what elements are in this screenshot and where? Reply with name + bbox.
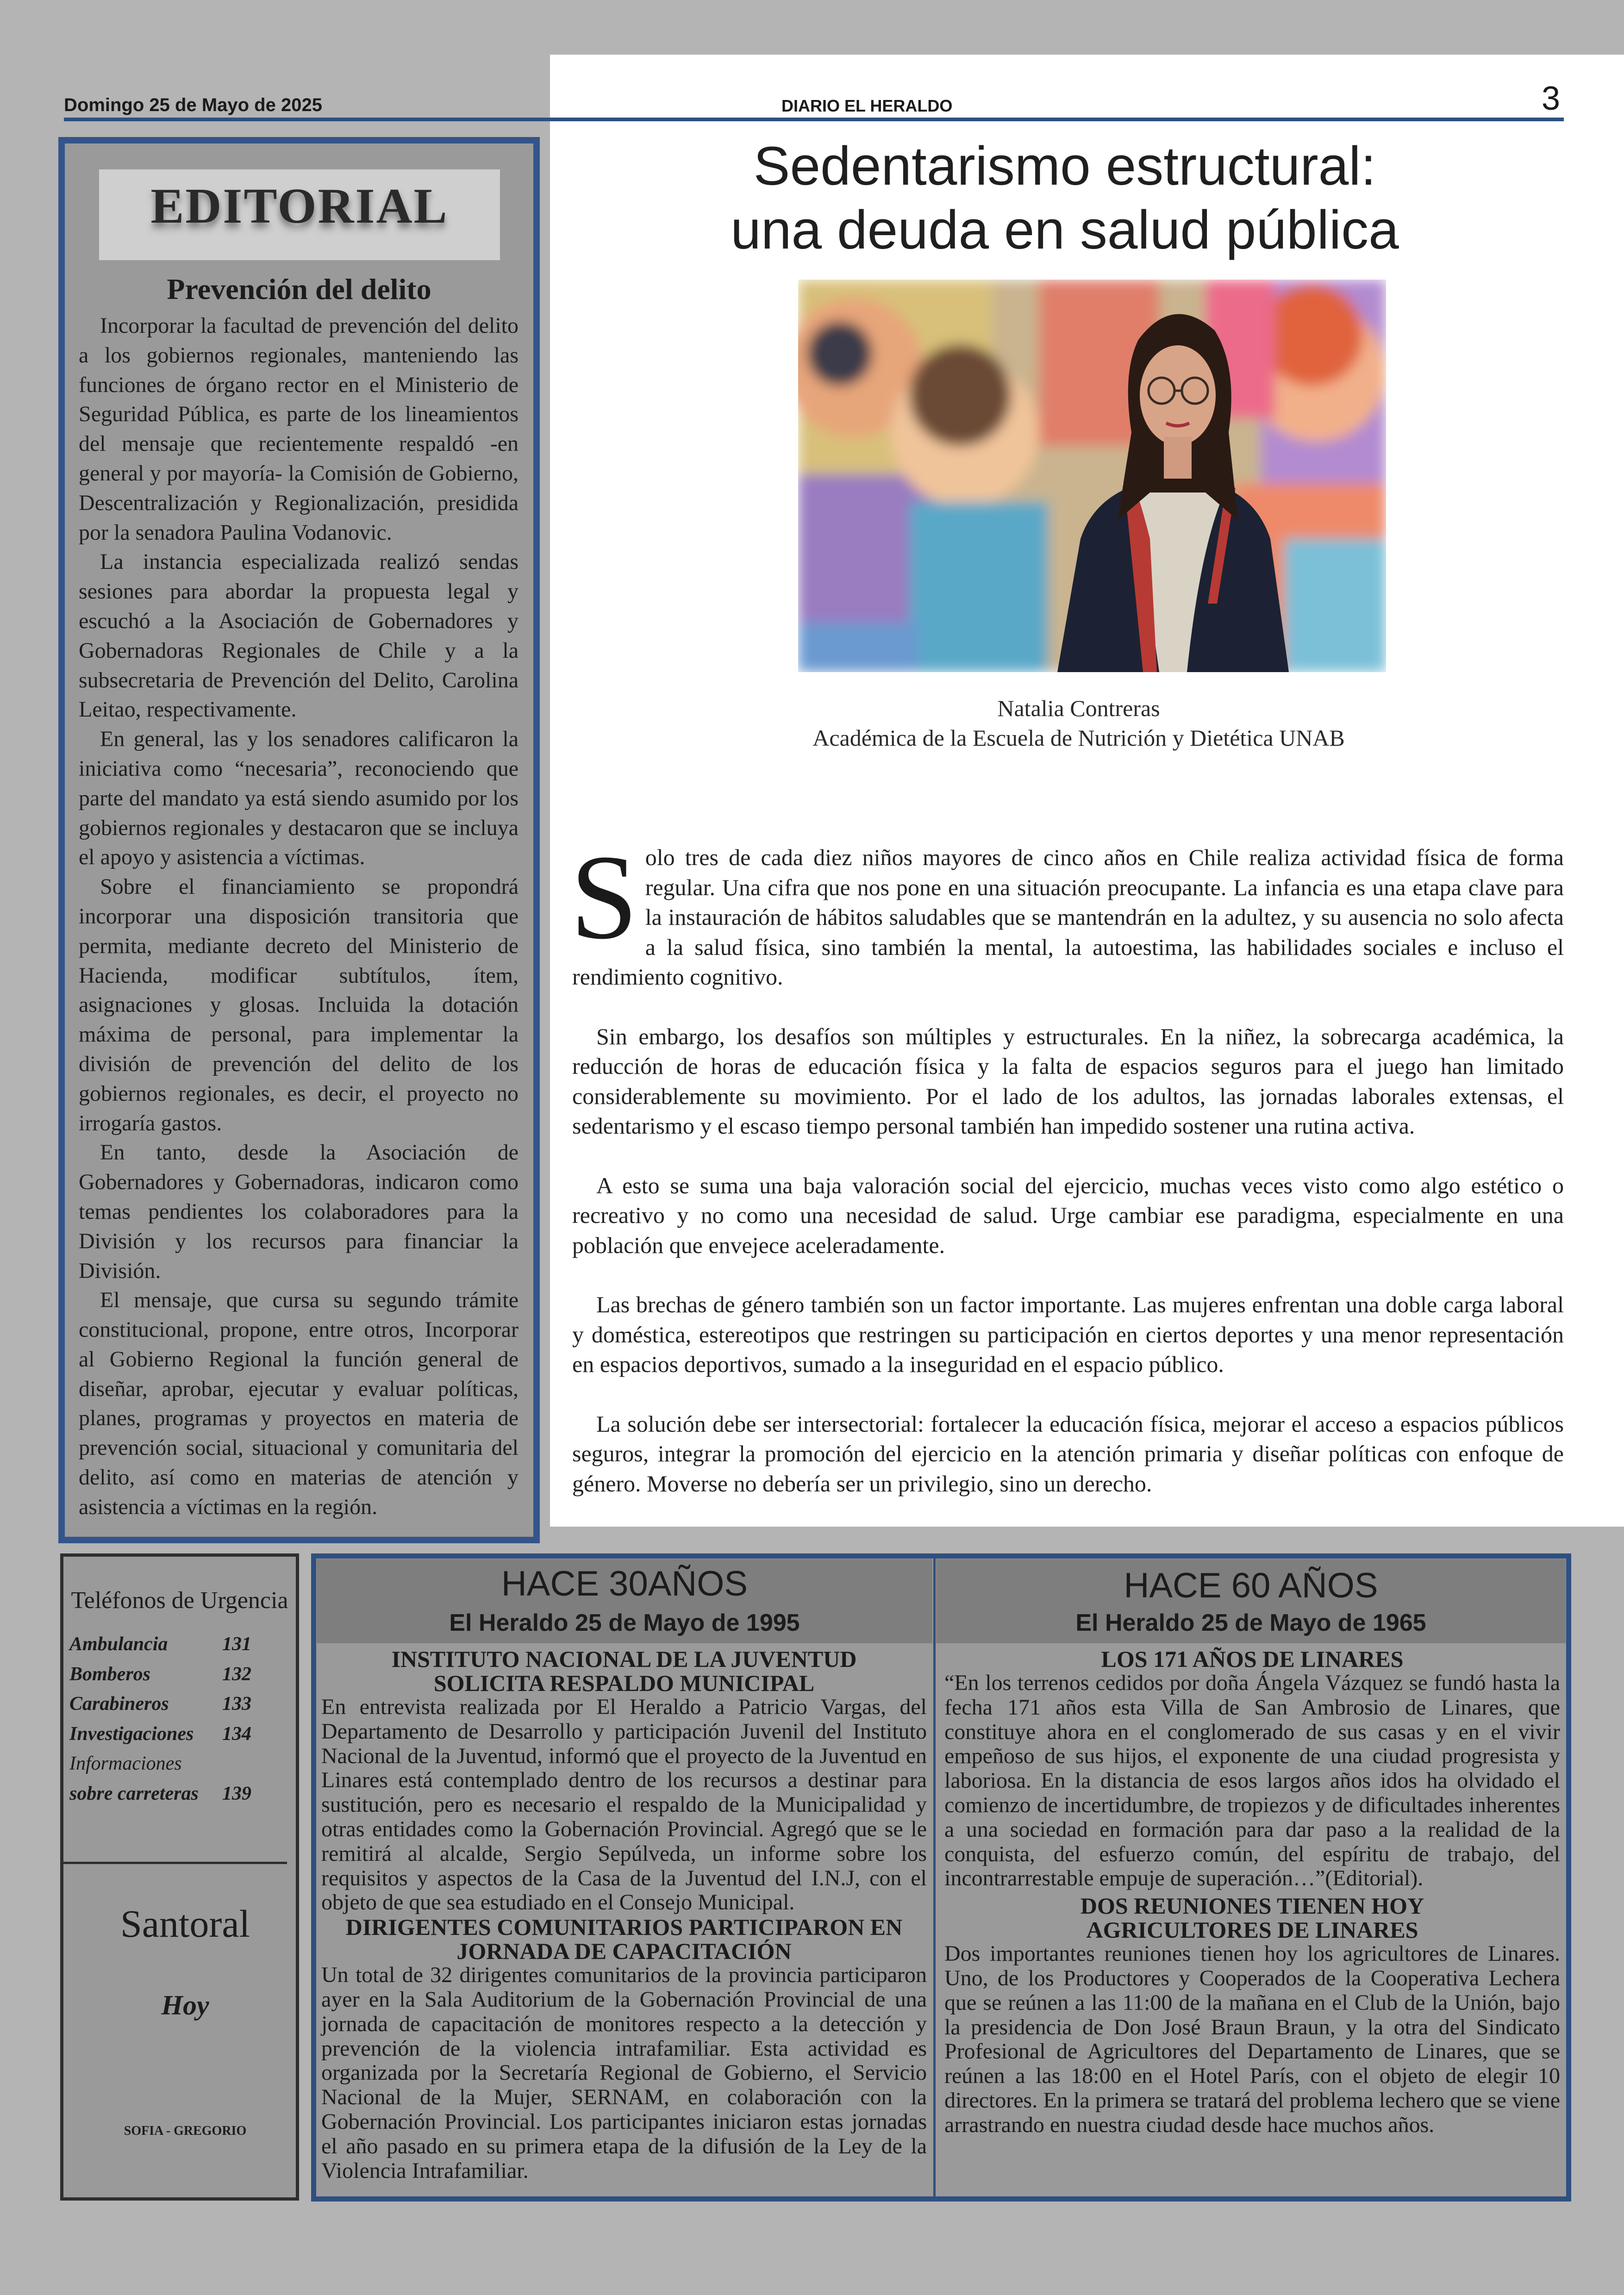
phone-number: 139 (222, 1783, 251, 1804)
hace-column-divider (933, 1557, 936, 2198)
hace30-subtitle: El Heraldo 25 de Mayo de 1995 (449, 1609, 800, 1636)
author-photo (798, 280, 1386, 672)
editorial-paragraph: En general, las y los senadores calificaron la iniciativa como “necesaria”, reconociendo que parte del mandato ya está siendo asumido por los gobiernos regionales y destacaron que se incluya el apoyo y asistencia a víctimas. (79, 727, 518, 870)
hace30-story1-headline (321, 1647, 927, 1695)
phone-entry (69, 1659, 292, 1690)
phone-service: Carabineros (69, 1693, 169, 1715)
hace60-story2-body: Dos importantes reuniones tienen hoy los agricultores de Linares. Uno, de los Productores y Cooperados de la Cooperativa Lechera que se reúnen a las 11:00 de la mañana en el Club de la Unión, bajo la presidencia de Don José Braun Braun, y la otra del Sindicato Profesional de Agricultores del Departamento de Linares, que se reúnen a las 18:00 en el Hotel París, con el objeto de elegir 10 directores. En la primera se tratará del problema lechero que se viene arrastrando en nuestra ciudad desde hace muchos años. (944, 1941, 1560, 2137)
phone-number: 132 (222, 1663, 251, 1685)
phone-service: Investigaciones (69, 1723, 194, 1745)
phone-info-label: Informaciones (69, 1753, 182, 1774)
article-title-line: Sedentarismo estructural: (753, 136, 1376, 197)
phone-number: 134 (222, 1723, 251, 1745)
header-rule (64, 118, 1564, 121)
santoral-hoy: Hoy (161, 1990, 209, 2021)
side-divider (60, 1862, 287, 1864)
hace30-story2-headline (321, 1915, 927, 1963)
headline-line: SOLICITA RESPALDO MUNICIPAL (433, 1670, 815, 1696)
phones-list (69, 1629, 292, 1809)
headline-line: DOS REUNIONES TIENEN HOY (1080, 1893, 1424, 1919)
header-date: Domingo 25 de Mayo de 2025 (64, 95, 322, 115)
article-paragraph: La solución debe ser intersectorial: fortalecer la educación física, mejorar el acceso a espacios públicos seguros, integrar la promoción del ejercicio en la atención primaria y diseñar políticas con enfoque de género. Moverse no debería ser un privilegio, sino un derecho. (572, 1410, 1564, 1497)
phone-service: sobre carreteras (69, 1783, 199, 1804)
phone-entry-info (69, 1749, 292, 1779)
headline-line: DIRIGENTES COMUNITARIOS PARTICIPARON EN (345, 1914, 903, 1940)
article-paragraph (570, 830, 1564, 992)
article-paragraph: Sin embargo, los desafíos son múltiples y estructurales. En la niñez, la sobrecarga académica, la reducción de horas de educación física y la falta de espacios seguros para el juego han limitado considerablemente su movimiento. Por el lado de los adultos, las jornadas laborales extensas, el sedentarismo y el escaso tiempo personal también han impedido sostener una rutina activa. (572, 1023, 1564, 1139)
phone-number: 133 (222, 1693, 251, 1715)
editorial-label: EDITORIAL (150, 179, 449, 234)
santoral-title: Santoral (120, 1902, 250, 1946)
header-page-number: 3 (1542, 80, 1561, 117)
hace60-title: HACE 60 AÑOS (1124, 1566, 1378, 1605)
article-title (593, 134, 1537, 262)
santoral-names: SOFIA - GREGORIO (124, 2124, 247, 2138)
headline-line: AGRICULTORES DE LINARES (1086, 1917, 1418, 1943)
hace60-story2-headline (944, 1894, 1560, 1942)
article-title-line: una deuda en salud pública (731, 200, 1399, 261)
editorial-paragraph: En tanto, desde la Asociación de Gobernadores y Gobernadoras, indicaron como temas pendientes los colaboradores para la División y los recursos para financiar la División. (79, 1140, 518, 1283)
author-name: Natalia Contreras (997, 695, 1160, 721)
headline-line: INSTITUTO NACIONAL DE LA JUVENTUD (391, 1646, 857, 1672)
editorial-title: Prevención del delito (167, 273, 431, 306)
phone-entry (69, 1719, 292, 1749)
hace60-story1-headline: LOS 171 AÑOS DE LINARES (1101, 1646, 1404, 1672)
phone-number: 131 (222, 1634, 251, 1655)
hace60-column (944, 1647, 1560, 2138)
phone-service: Ambulancia (69, 1634, 168, 1655)
author-role: Académica de la Escuela de Nutrición y Dietética UNAB (812, 725, 1345, 751)
editorial-paragraph: Sobre el financiamiento se propondrá incorporar una disposición transitoria que permita, mediante decreto del Ministerio de Hacienda, modificar subtítulos, ítem, asignaciones y glosas. Incluida la dotación máxima de personal, para implementar la división de prevención del delito de los gobiernos regionales, es decir, el proyecto no irrogaría gastos. (79, 874, 518, 1135)
hace60-subtitle: El Heraldo 25 de Mayo de 1965 (1075, 1609, 1426, 1636)
article-body (570, 830, 1564, 1528)
hace30-story2-body: Un total de 32 dirigentes comunitarios de la provincia participaron ayer en la Sala Auditorium de la Gobernación Provincial de una jornada de capacitación de monitores respecto a la detección y prevención de la violencia intrafamiliar. Esta actividad es organizada por la Secretaría Regional de Gobierno, el Servicio Nacional de la Mujer, SERNAM, en colaboración con la Gobernación Provincial. Los participantes iniciaron estas jornadas el año pasado en su primera etapa de la difusión de la Ley de la Violencia Intrafamiliar. (321, 1963, 927, 2183)
hace30-title: HACE 30AÑOS (501, 1564, 748, 1603)
editorial-paragraph: Incorporar la facultad de prevención del delito a los gobiernos regionales, manteniendo las funciones de órgano rector en el Ministerio de Seguridad Pública, es parte de los lineamientos del mensaje que recientemente respaldó -en general y por mayoría- la Comisión de Gobierno, Descentralización y Regionalización, presidida por la senadora Paulina Vodanovic. (79, 313, 518, 545)
editorial-paragraph: El mensaje, que cursa su segundo trámite constitucional, propone, entre otros, Incorporar al Gobierno Regional la función general de diseñar, aprobar, ejecutar y evaluar políticas, planes, programas y proyectos en materia de prevención social, situacional y comunitaria del delito, así como en materias de atención y asistencia a víctimas en la región. (79, 1288, 518, 1519)
article-paragraph: A esto se suma una baja valoración social del ejercicio, muchas veces visto como algo estético o recreativo y no como una necesidad de salud. Urge cambiar ese paradigma, especialmente en una población que envejece aceleradamente. (572, 1172, 1564, 1258)
article-first-paragraph-text: olo tres de cada diez niños mayores de cinco años en Chile realiza actividad física de forma regular. Una cifra que nos pone en una situación preocupante. La infancia es una etapa clave para la instauración de hábitos saludables que se mantendrán en la adultez, y su ausencia no solo afecta a la salud física, sino también la mental, la autoestima, las habilidades sociales e incluso el rendimiento cognitivo. (572, 844, 1564, 990)
phones-title: Teléfonos de Urgencia (71, 1587, 288, 1614)
hace60-story1-body: “En los terrenos cedidos por doña Ángela Vázquez se fundó hasta la fecha 171 años esta Villa de San Ambrosio de Linares, que constituye ahora en el conglomerado de sus casas y en el vivir empeñoso de sus hijos, el exponente de una ciudad progresista y laboriosa. En la distancia de esos largos años idos ha olvidado el comienzo de incertidumbre, de tropiezos y de dificultades inherentes a una sociedad en formación para dar paso a la realidad de la conquista, del esfuerzo común, del espíritu de trabajo, del incontrarrestable empuje de superación…”(Editorial). (944, 1671, 1560, 1891)
phone-entry (69, 1629, 292, 1659)
phone-entry (69, 1779, 292, 1809)
header-newspaper-name: DIARIO EL HERALDO (781, 96, 953, 115)
headline-line: JORNADA DE CAPACITACIÓN (456, 1938, 792, 1964)
phone-service: Bomberos (69, 1663, 151, 1685)
hace30-story1-body: En entrevista realizada por El Heraldo a Patricio Vargas, del Departamento de Desarrollo y participación Juvenil del Instituto Nacional de la Juventud, informó que el proyecto de la Juventud en Linares está contemplado dentro de los recursos a destinar para sustitución, pero es necesario el respaldo de la Municipalidad y otras entidades como la Gobernación Provincial. Agregó que se le remitirá al alcalde, Sergio Sepúlveda, un informe sobre los requisitos y aspectos de la Casa de la Juventud del I.N.J, con el objeto de que sea estudiado en el Consejo Municipal. (321, 1695, 927, 1915)
hace30-column (321, 1647, 927, 2183)
drop-cap: S (570, 830, 638, 964)
phone-entry (69, 1689, 292, 1719)
editorial-paragraph: La instancia especializada realizó sendas sesiones para abordar la propuesta legal y escuchó a la Asociación de Gobernadores y Gobernadoras Regionales de Chile y a la subsecretaria de Prevención del Delito, Carolina Leitao, respectivamente. (79, 549, 518, 722)
photo-caption (722, 693, 1435, 753)
editorial-body (79, 311, 518, 1522)
article-paragraph: Las brechas de género también son un factor importante. Las mujeres enfrentan una doble carga laboral y doméstica, estereotipos que restringen su participación en ciertos deportes y una menor representación en espacios deportivos, sumado a la inseguridad en el espacio público. (572, 1291, 1564, 1377)
